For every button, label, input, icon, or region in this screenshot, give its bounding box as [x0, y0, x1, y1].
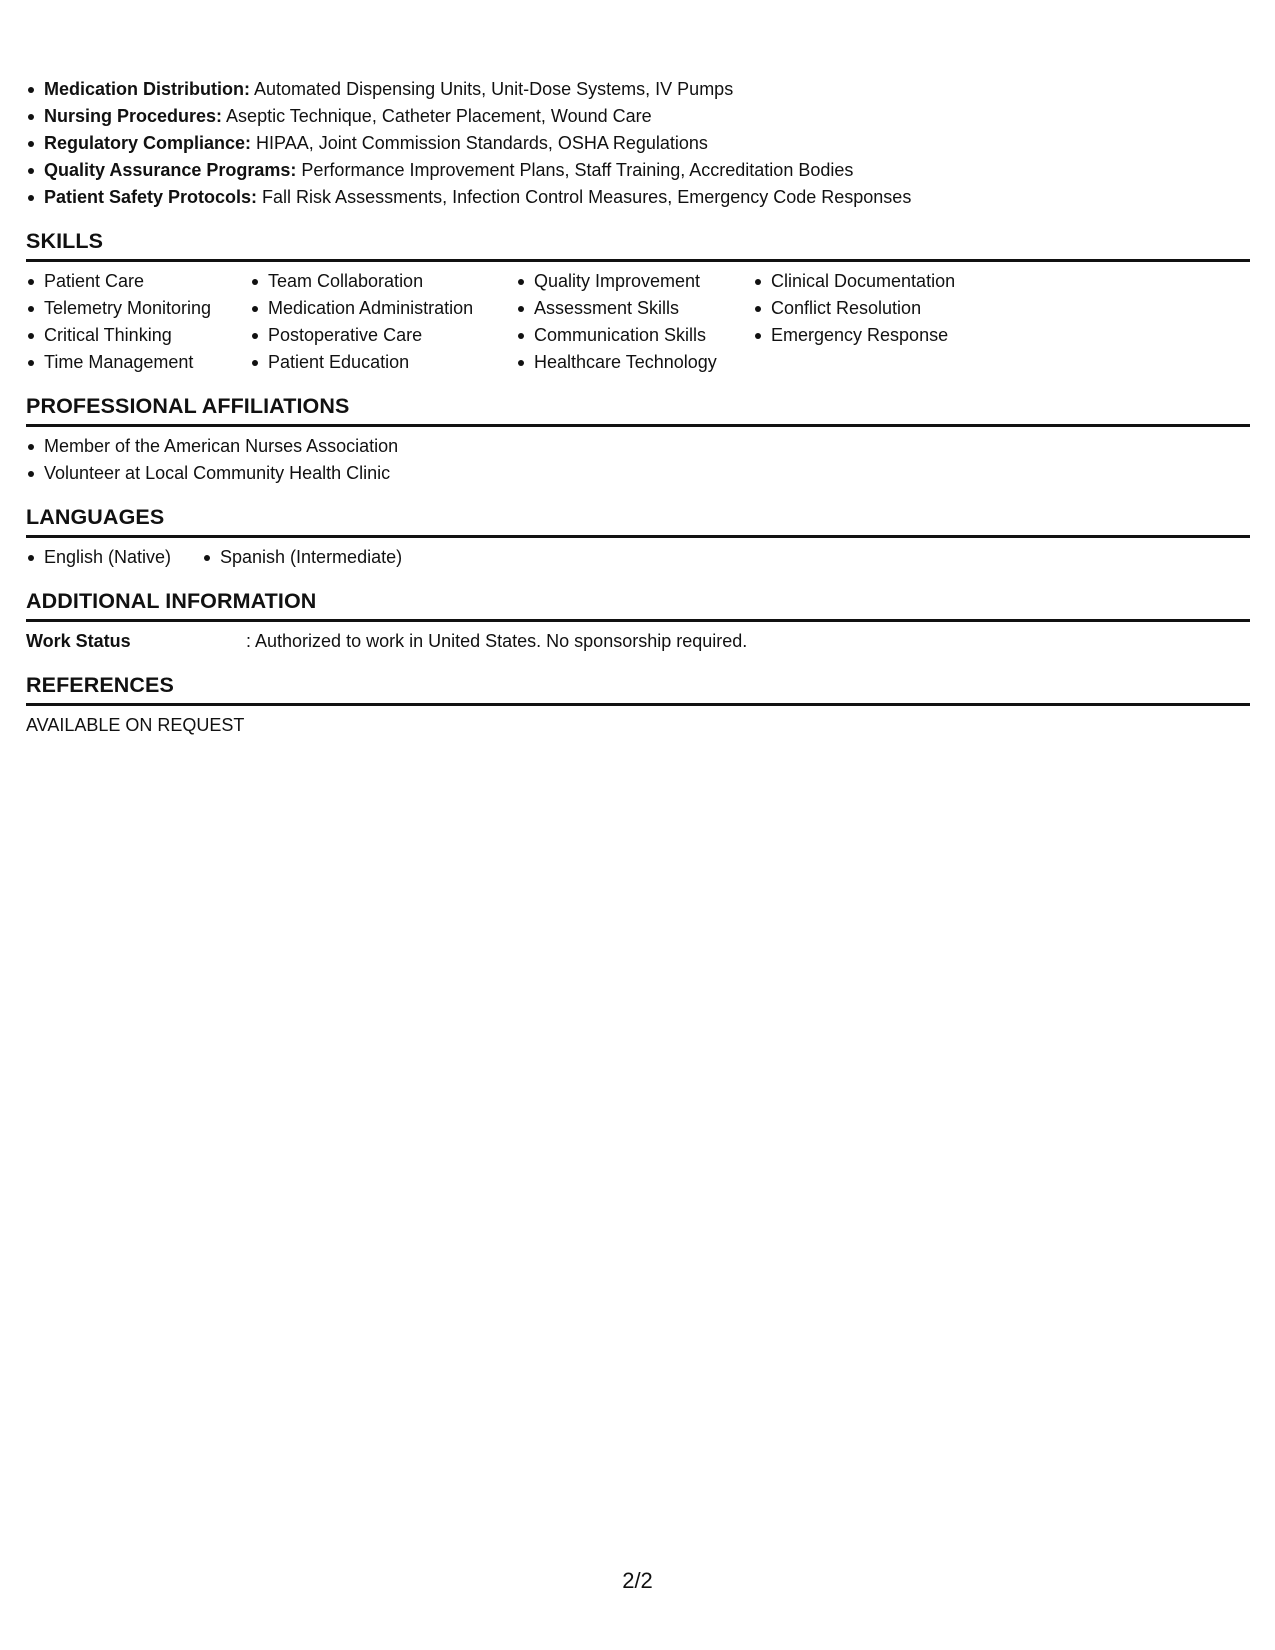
languages-list	[26, 544, 1250, 571]
affiliations-list	[26, 433, 1250, 487]
item-text: Aseptic Technique, Catheter Placement, Wound Care	[222, 106, 652, 126]
list-item: Spanish (Intermediate)	[202, 544, 402, 571]
list-item: Postoperative Care	[250, 322, 516, 349]
item-label: Quality Assurance Programs:	[44, 160, 297, 180]
skills-column	[250, 268, 516, 376]
item-text: Automated Dispensing Units, Unit-Dose Systems, IV Pumps	[250, 79, 734, 99]
list-item: Communication Skills	[516, 322, 753, 349]
skills-section	[26, 227, 1250, 376]
item-label: Medication Distribution:	[44, 79, 250, 99]
list-item	[26, 157, 1250, 184]
list-item: Team Collaboration	[250, 268, 516, 295]
item-text: Fall Risk Assessments, Infection Control Measures, Emergency Code Responses	[257, 187, 912, 207]
item-label: Patient Safety Protocols:	[44, 187, 258, 207]
languages-section	[26, 503, 1250, 571]
list-item: Patient Care	[26, 268, 250, 295]
list-item: Volunteer at Local Community Health Clinic	[26, 460, 1250, 487]
item-text: HIPAA, Joint Commission Standards, OSHA Regulations	[251, 133, 708, 153]
section-title: SKILLS	[26, 227, 1250, 262]
list-item: Quality Improvement	[516, 268, 753, 295]
item-text: Performance Improvement Plans, Staff Training, Accreditation Bodies	[296, 160, 854, 180]
work-status-label: Work Status	[26, 631, 131, 651]
list-item: Emergency Response	[753, 322, 1013, 349]
work-status-value: : Authorized to work in United States. No sponsorship required.	[246, 631, 748, 651]
affiliations-section	[26, 392, 1250, 487]
list-item: Healthcare Technology	[516, 349, 753, 376]
list-item	[26, 103, 1250, 130]
list-item	[26, 130, 1250, 157]
item-label: Nursing Procedures:	[44, 106, 223, 126]
list-item: Assessment Skills	[516, 295, 753, 322]
section-title: REFERENCES	[26, 671, 1250, 706]
skills-columns	[26, 268, 1250, 376]
work-status-row	[26, 628, 1250, 655]
references-text: AVAILABLE ON REQUEST	[26, 715, 245, 735]
list-item	[26, 184, 1250, 211]
page-number: 2/2	[622, 1568, 653, 1593]
section-title: PROFESSIONAL AFFILIATIONS	[26, 392, 1250, 427]
section-title: LANGUAGES	[26, 503, 1250, 538]
list-item: Clinical Documentation	[753, 268, 1013, 295]
skills-column	[753, 268, 1013, 376]
list-item: Patient Education	[250, 349, 516, 376]
list-item: English (Native)	[26, 544, 202, 571]
list-item: Medication Administration	[250, 295, 516, 322]
list-item: Time Management	[26, 349, 250, 376]
skills-column	[516, 268, 753, 376]
item-label: Regulatory Compliance:	[44, 133, 252, 153]
section-title: ADDITIONAL INFORMATION	[26, 587, 1250, 622]
list-item: Telemetry Monitoring	[26, 295, 250, 322]
technical-skills-list	[26, 76, 1250, 211]
additional-info-section	[26, 587, 1250, 655]
skills-column	[26, 268, 250, 376]
list-item: Conflict Resolution	[753, 295, 1013, 322]
list-item: Critical Thinking	[26, 322, 250, 349]
resume-page	[26, 76, 1250, 739]
list-item: Member of the American Nurses Association	[26, 433, 1250, 460]
list-item	[26, 76, 1250, 103]
references-section	[26, 671, 1250, 739]
